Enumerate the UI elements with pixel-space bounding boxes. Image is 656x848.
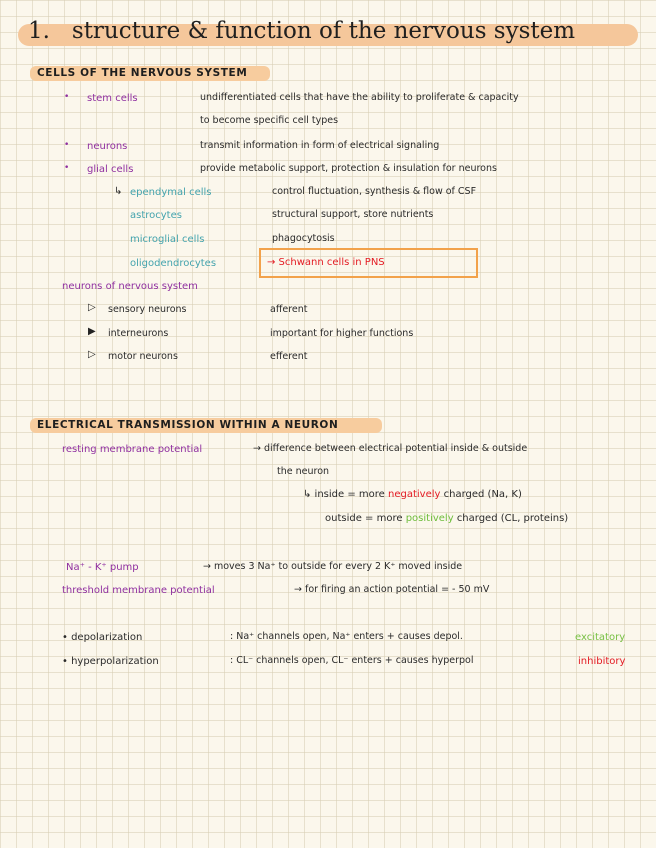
desc-sensory: afferent <box>270 304 308 315</box>
term-hyperpolarization: • hyperpolarization <box>62 656 159 667</box>
bullet-stem: • <box>64 92 70 102</box>
term-threshold: threshold membrane potential <box>62 585 215 596</box>
triangle-bullet-icon: ▷ <box>88 349 96 360</box>
tag-excitatory: excitatory <box>575 632 626 643</box>
term-depolarization: • depolarization <box>62 632 143 643</box>
desc-resting: → difference between electrical potential inside & outside <box>253 443 528 454</box>
term-astrocytes: astrocytes <box>130 210 182 221</box>
triangle-bullet-icon: ▷ <box>88 302 96 313</box>
page-title <box>28 18 575 44</box>
neurons-subheading: neurons of nervous system <box>62 281 198 292</box>
term-interneurons: interneurons <box>108 328 169 339</box>
title-number: 1. <box>28 18 50 44</box>
desc-glial-cells: provide metabolic support, protection & insulation for neurons <box>200 163 497 174</box>
inside-prefix: ↳ inside = more <box>303 489 385 500</box>
outside-line <box>325 513 568 525</box>
bullet-glial: • <box>64 163 70 173</box>
tag-inhibitory: inhibitory <box>578 656 626 667</box>
inside-line <box>303 489 522 501</box>
outside-suffix: charged (CL, proteins) <box>456 513 569 524</box>
section1-heading: CELLS OF THE NERVOUS SYSTEM <box>37 67 248 79</box>
term-sensory: sensory neurons <box>108 304 187 315</box>
inside-word: negatively <box>388 489 441 500</box>
desc-astrocytes: structural support, store nutrients <box>272 209 434 220</box>
bullet-neurons: • <box>64 140 70 150</box>
term-motor: motor neurons <box>108 351 178 362</box>
desc-depolarization: : Na⁺ channels open, Na⁺ enters + causes depol. <box>230 631 463 642</box>
section2-heading: ELECTRICAL TRANSMISSION WITHIN A NEURON <box>37 419 339 431</box>
desc-pump: → moves 3 Na⁺ to outside for every 2 K⁺ moved inside <box>203 561 463 572</box>
desc-motor: efferent <box>270 351 308 362</box>
title-text: structure & function of the nervous system <box>71 18 576 44</box>
desc-microglial: phagocytosis <box>272 233 335 244</box>
term-resting: resting membrane potential <box>62 444 203 455</box>
desc-interneurons: important for higher functions <box>270 328 414 339</box>
term-pump: Na⁺ - K⁺ pump <box>66 562 139 573</box>
desc-hyperpolarization: : CL⁻ channels open, CL⁻ enters + causes hyperpol <box>230 655 474 666</box>
desc-stem-cells-2: to become specific cell types <box>200 115 339 126</box>
term-glial-cells: glial cells <box>87 164 134 175</box>
triangle-bullet-icon: ▶ <box>88 326 96 337</box>
desc-resting-2: the neuron <box>277 466 330 477</box>
desc-threshold: → for firing an action potential = - 50 mV <box>294 584 490 595</box>
term-oligodendrocytes: oligodendrocytes <box>130 258 217 269</box>
inside-suffix: charged (Na, K) <box>443 489 522 500</box>
term-neurons: neurons <box>87 141 128 152</box>
outside-word: positively <box>405 513 454 524</box>
desc-oligodendrocytes: → Schwann cells in PNS <box>267 257 385 268</box>
term-stem-cells: stem cells <box>87 93 138 104</box>
desc-neurons: transmit information in form of electrical signaling <box>200 140 440 151</box>
desc-stem-cells: undifferentiated cells that have the ability to proliferate & capacity <box>200 92 519 103</box>
desc-ependymal: control fluctuation, synthesis & flow of CSF <box>272 186 477 197</box>
term-ependymal: ependymal cells <box>130 187 212 198</box>
glial-arrow-icon: ↳ <box>114 186 123 197</box>
outside-prefix: outside = more <box>325 513 403 524</box>
term-microglial: microglial cells <box>130 234 205 245</box>
